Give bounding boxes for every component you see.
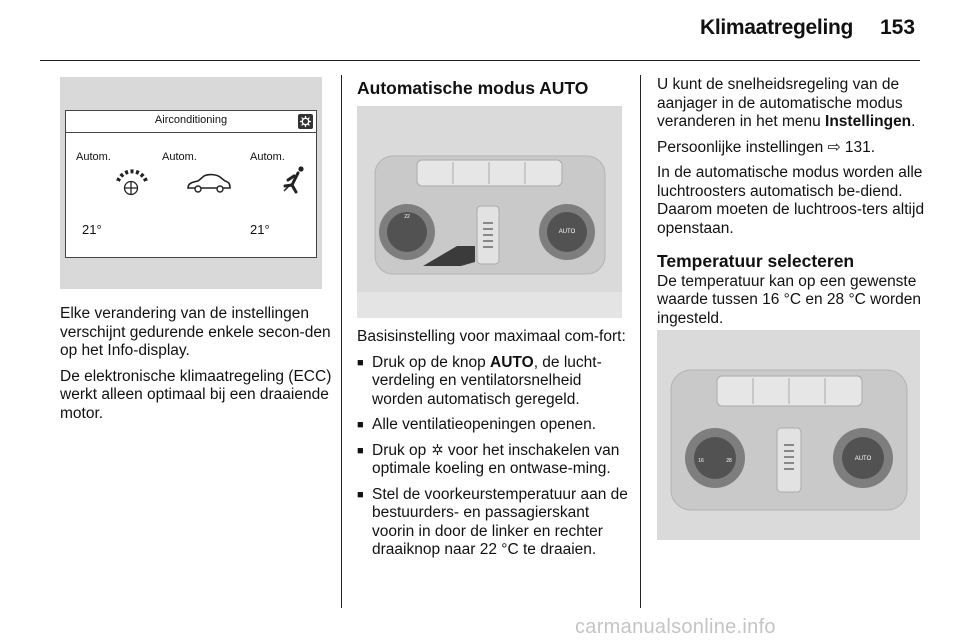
panel-max-label: 28 — [726, 458, 732, 464]
column-3 — [657, 76, 927, 335]
seat-distribution-icon — [282, 165, 308, 200]
climate-panel-photo-2 — [657, 330, 920, 540]
instruction-list — [357, 354, 633, 560]
temp-right-value: 21° — [250, 222, 270, 237]
display-title-bar — [66, 111, 316, 133]
section-heading-auto-mode: Automatische modus AUTO — [357, 78, 589, 98]
header-title: Klimaatregeling — [700, 16, 854, 39]
column-divider-1 — [341, 75, 342, 608]
panel-auto-label: AUTO — [854, 456, 872, 462]
auto-label-fan: Autom. — [76, 151, 111, 163]
column-2 — [357, 328, 633, 567]
paragraph-ecc-engine: De elektronische klimaatregeling (ECC) werkt alleen optimaal bij een draaiende motor. — [60, 367, 332, 422]
info-display-figure — [60, 77, 322, 289]
section-heading-temperature: Temperatuur selecteren — [657, 251, 855, 271]
temp-left-value: 21° — [82, 222, 102, 237]
panel-min-label: 16 — [698, 458, 704, 464]
display-title: Airconditioning — [154, 114, 228, 126]
paragraph-display-changes: Elke verandering van de instellingen verschijnt gedurende enkele secon-den op het Info-display. — [60, 305, 331, 359]
list-item: ■ Druk op voor het inschakelen van optimale koeling en ontwase-ming. — [357, 442, 633, 479]
info-display-screen — [65, 110, 317, 258]
fan-speed-icon — [114, 167, 150, 204]
watermark: carmanualsonline.info — [575, 616, 776, 638]
paragraph-air-vents: In de automatische modus worden alle luchtroosters automatisch be-diend. Daarom moeten de luchtroos-ters altijd openstaan. — [657, 164, 925, 237]
page-number: 153 — [880, 16, 916, 39]
column-divider-2 — [640, 75, 641, 608]
paragraph-temperature-range: De temperatuur kan op een gewenste waarde tussen 16 °C en 28 °C worden ingesteld. — [657, 272, 921, 327]
settings-icon — [298, 114, 313, 129]
list-item: ■ Druk op de knop AUTO, de lucht-verdeling en ventilatorsnelheid worden automatisch geregeld. — [357, 354, 633, 410]
column-1 — [60, 305, 332, 430]
climate-panel-photo-1 — [357, 106, 622, 318]
paragraph-fan-speed: U kunt de snelheidsregeling van de aanjager in de automatische modus veranderen in het menu Instellingen. — [657, 76, 916, 130]
page-reference-arrow-icon: ⇨ — [827, 138, 841, 156]
list-item: ■ Stel de voorkeurstemperatuur aan de bestuurders- en passagierskant voorin in door de linker en rechter draaiknop naar 22 °C te draaien. — [357, 486, 633, 560]
auto-label-distribution: Autom. — [250, 151, 285, 163]
header-rule — [40, 60, 920, 61]
car-airflow-icon — [184, 171, 232, 200]
list-item: ■ Alle ventilatieopeningen openen. — [357, 416, 633, 435]
auto-label-airflow: Autom. — [162, 151, 197, 163]
panel-auto-label: AUTO — [558, 229, 576, 235]
paragraph-personal-settings: Persoonlijke instellingen ⇨ 131. — [657, 138, 876, 156]
paragraph-basic-setting: Basisinstelling voor maximaal com-fort: — [357, 328, 626, 345]
ac-snowflake-icon — [431, 443, 444, 456]
panel-set-label: 22 — [404, 214, 410, 220]
